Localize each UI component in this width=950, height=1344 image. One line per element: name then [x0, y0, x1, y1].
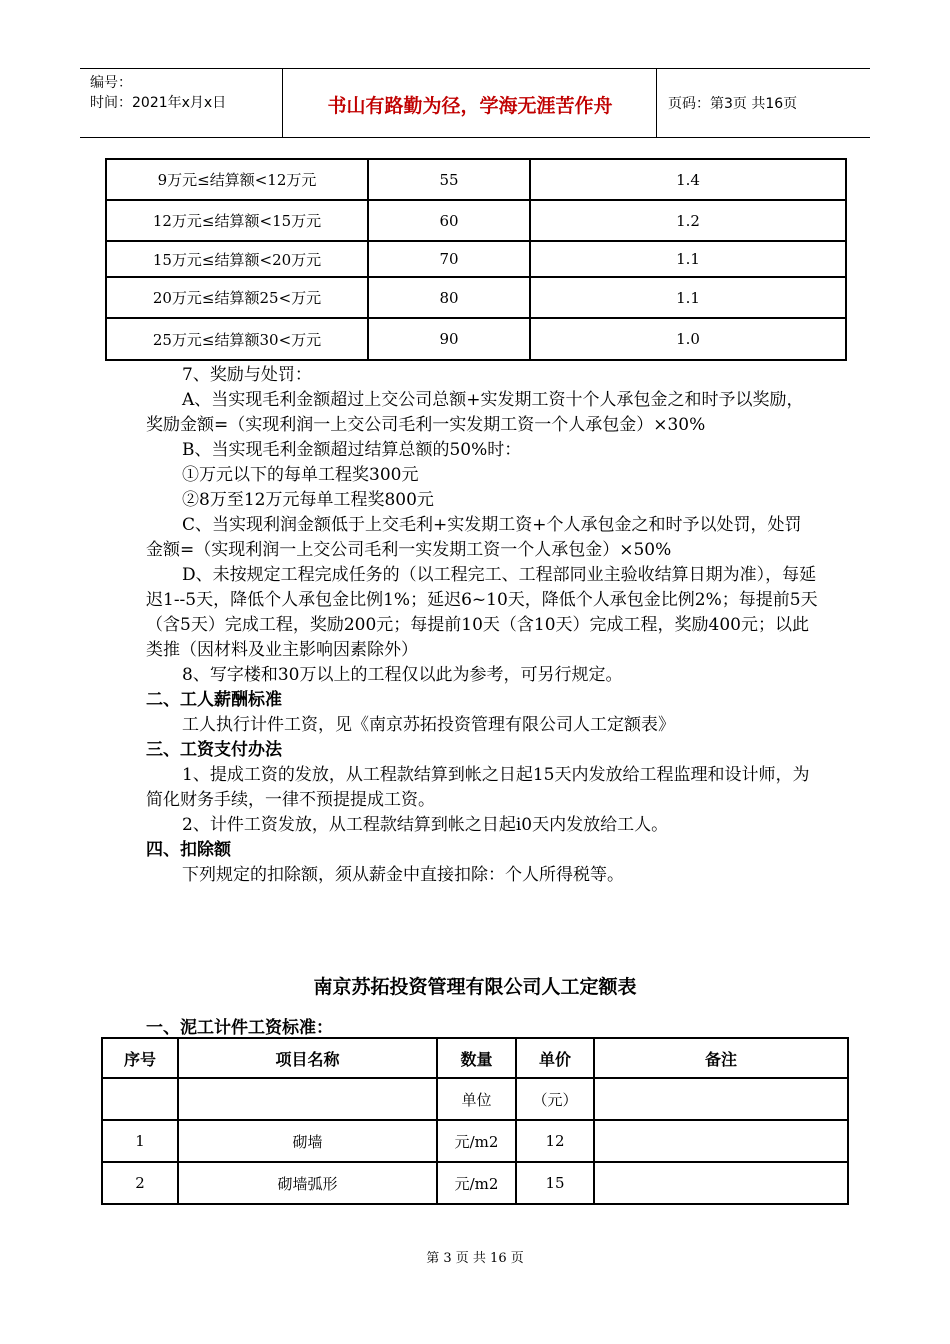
section-heading: 二、工人薪酬标准	[146, 690, 282, 710]
coef-cell: 1.4	[530, 159, 846, 200]
table-header-row	[102, 1038, 848, 1078]
paragraph-b1: ①万元以下的每单工程奖300元	[182, 465, 419, 485]
paragraph-7: 7、奖励与处罚：	[182, 365, 312, 385]
body-text	[146, 363, 818, 888]
section-heading: 四、扣除额	[146, 840, 231, 860]
paragraph-deduction: 下列规定的扣除额，须从薪金中直接扣除：个人所得税等。	[182, 865, 624, 885]
page-footer: 第 3 页 共 16 页	[426, 1251, 524, 1266]
paragraph-wage: 工人执行计件工资，见《南京苏拓投资管理有限公司人工定额表》	[182, 715, 675, 735]
header-left	[90, 73, 226, 113]
header-divider	[282, 69, 283, 137]
cell: 单位	[437, 1078, 516, 1120]
cell: 砌墙弧形	[178, 1162, 437, 1204]
rate-table	[105, 158, 847, 361]
paragraph-c: C、当实现利润金额低于上交毛利+实发期工资+个人承包金之和时予以处罚，处罚金额=（实现利润一上交公司毛利一实发期工资一个人承包金）×50%	[146, 515, 802, 560]
cell: 元/m2	[437, 1162, 516, 1204]
table-row	[106, 318, 846, 360]
range-cell: 15万元≤结算额<20万元	[106, 241, 368, 277]
cell	[102, 1078, 178, 1120]
table-row	[102, 1078, 848, 1120]
paragraph-d: D、未按规定工程完成任务的（以工程完工、工程部同业主验收结算日期为准），每延迟1--5天，降低个人承包金比例1%；延迟6~10天，降低个人承包金比例2%；每提前5天（含5天）完成工程，奖励200元；每提前10天（含10天）完成工程，奖励400元；以此类推（因材料及业主影响因素除外）	[146, 565, 818, 660]
cell: （元）	[516, 1078, 594, 1120]
header-page-number: 页码：第3页 共16页	[668, 96, 798, 112]
table-row	[106, 200, 846, 241]
doc-date: 时间：2021年x月x日	[90, 95, 227, 111]
paragraph-8: 8、写字楼和30万以上的工程仅以此为参考，可另行规定。	[182, 665, 623, 685]
table-row	[102, 1120, 848, 1162]
paragraph-a: A、当实现毛利金额超过上交公司总额+实发期工资十个人承包金之和时予以奖励，奖励金额=（实现利润一上交公司毛利一实发期工资一个人承包金）×30%	[146, 390, 804, 435]
cell	[178, 1078, 437, 1120]
cell: 2	[102, 1162, 178, 1204]
table-row	[102, 1162, 848, 1204]
col-header: 项目名称	[178, 1038, 437, 1078]
value-cell: 80	[368, 277, 530, 318]
table-row	[106, 241, 846, 277]
cell: 1	[102, 1120, 178, 1162]
cell	[594, 1078, 848, 1120]
page-header	[80, 68, 870, 138]
cell	[594, 1162, 848, 1204]
coef-cell: 1.1	[530, 277, 846, 318]
cell: 15	[516, 1162, 594, 1204]
value-cell: 70	[368, 241, 530, 277]
table-row	[106, 277, 846, 318]
paragraph-b: B、当实现毛利金额超过结算总额的50%时：	[182, 440, 522, 460]
range-cell: 25万元≤结算额30<万元	[106, 318, 368, 360]
header-divider	[656, 69, 657, 137]
range-cell: 20万元≤结算额25<万元	[106, 277, 368, 318]
col-header: 单价	[516, 1038, 594, 1078]
cell	[594, 1120, 848, 1162]
section-heading: 三、工资支付办法	[146, 740, 282, 760]
quota-table-subtitle: 一、泥工计件工资标准：	[146, 1018, 333, 1038]
coef-cell: 1.1	[530, 241, 846, 277]
cell: 12	[516, 1120, 594, 1162]
paragraph-b2: ②8万至12万元每单工程奖800元	[182, 490, 434, 510]
cell: 砌墙	[178, 1120, 437, 1162]
coef-cell: 1.0	[530, 318, 846, 360]
col-header: 序号	[102, 1038, 178, 1078]
col-header: 备注	[594, 1038, 848, 1078]
table-row	[106, 159, 846, 200]
doc-number: 编号：	[90, 75, 132, 91]
coef-cell: 1.2	[530, 200, 846, 241]
header-motto: 书山有路勤为径，学海无涯苦作舟	[327, 95, 613, 117]
range-cell: 12万元≤结算额<15万元	[106, 200, 368, 241]
range-cell: 9万元≤结算额<12万元	[106, 159, 368, 200]
col-header: 数量	[437, 1038, 516, 1078]
value-cell: 55	[368, 159, 530, 200]
paragraph-pay-1: 1、提成工资的发放，从工程款结算到帐之日起15天内发放给工程监理和设计师，为简化财务手续，一律不预提提成工资。	[146, 765, 810, 810]
value-cell: 90	[368, 318, 530, 360]
cell: 元/m2	[437, 1120, 516, 1162]
paragraph-pay-2: 2、计件工资发放，从工程款结算到帐之日起i0天内发放给工人。	[182, 815, 669, 835]
quota-table	[101, 1037, 849, 1205]
value-cell: 60	[368, 200, 530, 241]
quota-table-title: 南京苏拓投资管理有限公司人工定额表	[313, 976, 637, 998]
